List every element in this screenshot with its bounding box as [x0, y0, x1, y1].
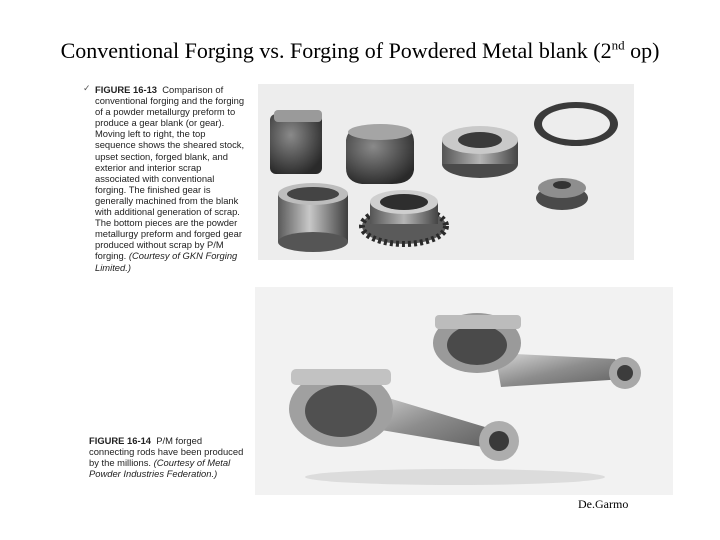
- figure-16-13-label: FIGURE 16-13: [95, 84, 157, 95]
- check-mark-icon: ✓: [83, 84, 91, 94]
- figure-16-14-label: FIGURE 16-14: [89, 435, 151, 446]
- upset-section: [346, 124, 414, 184]
- figure-16-13-text: Comparison of conventional forging and the forging of a powder metallurgy preform to produce a gear blank (or gear). Moving left to right, the top sequence shows the sheared stock, upset section, forged blank, and exterior and interior scrap associated with conventional forging. The finished gear is generally machined from the blank with additional generation of scrap. The bottom pieces are the powder metallurgy preform and forged gear produced without scrap by P/M forging.: [95, 84, 245, 262]
- figure-16-13-courtesy: (Courtesy of GKN Forging Limited.): [95, 250, 238, 273]
- sheared-stock-cube: [270, 110, 322, 174]
- slide-title: [0, 38, 720, 64]
- figure-16-13-caption: [95, 84, 245, 273]
- interior-scrap: [536, 178, 588, 210]
- connecting-rods-photo: [255, 287, 673, 495]
- figure-16-14-text: P/M forged connecting rods have been produced by the millions.: [89, 435, 244, 469]
- forging-comparison-photo: [258, 84, 634, 260]
- source-credit: De.Garmo: [578, 497, 629, 511]
- exterior-scrap-ring: [534, 102, 618, 146]
- slide-title-superscript: nd: [611, 37, 625, 53]
- slide-title-main: Conventional Forging vs. Forging of Powdered Metal blank (2: [60, 38, 612, 63]
- figure-16-14-courtesy: (Courtesy of Metal Powder Industries Federation.): [89, 457, 231, 480]
- slide-title-end: op): [624, 38, 660, 63]
- shadow: [305, 469, 605, 485]
- pm-preform: [278, 183, 348, 252]
- figure-16-14-caption: [89, 435, 249, 479]
- forged-gear: [362, 190, 446, 244]
- forged-blank: [442, 126, 518, 178]
